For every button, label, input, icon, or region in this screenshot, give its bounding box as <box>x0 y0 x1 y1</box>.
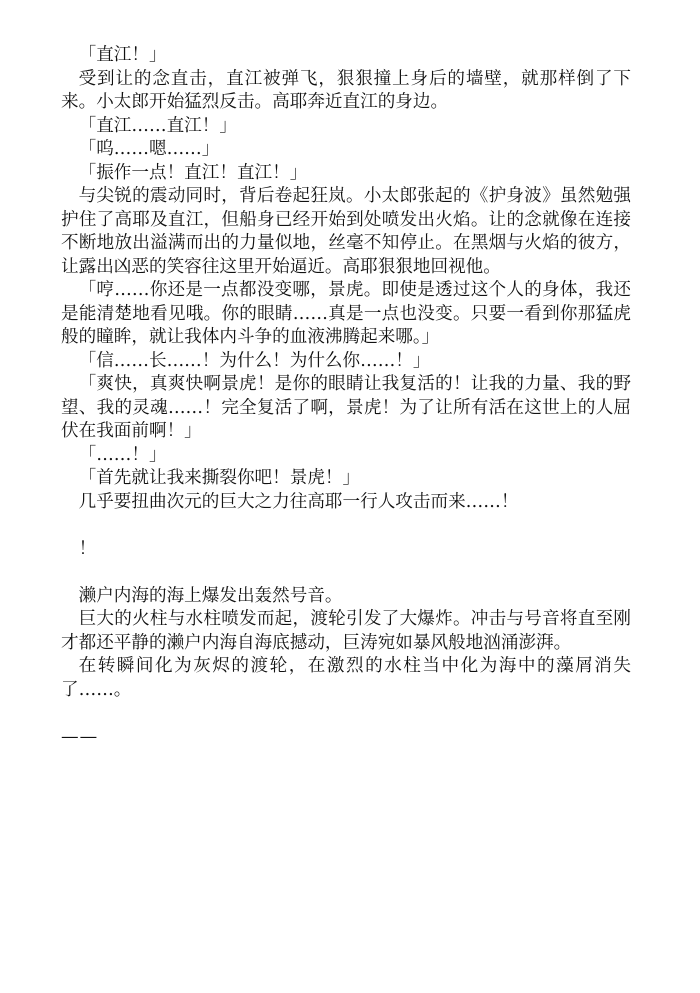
dialogue-line: 「首先就让我来撕裂你吧！景虎！」 <box>78 468 361 488</box>
narration-paragraph: 受到让的念直击，直江被弹飞，狠狠撞上身后的墙壁，就那样倒了下来。小太郎开始猛烈反击。高耶奔近直江的身边。 <box>61 68 631 112</box>
dialogue-line: 「信……长……！为什么！为什么你……！」 <box>78 350 431 371</box>
section-separator: —— <box>61 726 99 747</box>
dialogue-line: 「直江……直江！」 <box>78 115 237 136</box>
dialogue-line: 「呜……嗯……」 <box>78 139 220 159</box>
blank-line <box>61 514 631 538</box>
blank-line <box>61 702 631 726</box>
narration-paragraph: 巨大的火柱与水柱喷发而起，渡轮引发了大爆炸。冲击与号音将直至刚才都还平静的濑户内海自海底撼动，巨涛宛如暴风般地汹涌澎湃。 <box>61 609 631 653</box>
blank-line <box>61 561 631 585</box>
narration-paragraph: 在转瞬间化为灰烬的渡轮，在激烈的水柱当中化为海中的藻屑消失了……。 <box>61 656 631 700</box>
dialogue-line: 「……！」 <box>78 444 167 465</box>
exclamation-line: ！ <box>78 538 97 559</box>
dialogue-line: 「爽快，真爽快啊景虎！是你的眼睛让我复活的！让我的力量、我的野望、我的灵魂……！完全复活了啊，景虎！为了让所有活在这世上的人屈伏在我面前啊！」 <box>61 374 631 441</box>
dialogue-line: 「直江！」 <box>78 45 167 65</box>
narration-paragraph: 与尖锐的震动同时，背后卷起狂岚。小太郎张起的《护身波》虽然勉强护住了高耶及直江，但船身已经开始到处喷发出火焰。让的念就像在连接不断地放出溢满而出的力量似地，丝毫不知停止。在黑烟与火焰的彼方，让露出凶恶的笑容往这里开始逼近。高耶狠狠地回视他。 <box>61 186 631 277</box>
dialogue-line: 「振作一点！直江！直江！」 <box>78 162 308 183</box>
narration-paragraph: 几乎要扭曲次元的巨大之力往高耶一行人攻击而来……！ <box>78 491 519 512</box>
document-page <box>61 44 631 749</box>
dialogue-line: 「哼……你还是一点都没变哪，景虎。即使是透过这个人的身体，我还是能清楚地看见哦。你的眼睛……真是一点也没变。只要一看到你那猛虎般的瞳眸，就让我体内斗争的血液沸腾起来哪。」 <box>61 280 631 347</box>
narration-paragraph: 濑户内海的海上爆发出轰然号音。 <box>78 585 343 606</box>
